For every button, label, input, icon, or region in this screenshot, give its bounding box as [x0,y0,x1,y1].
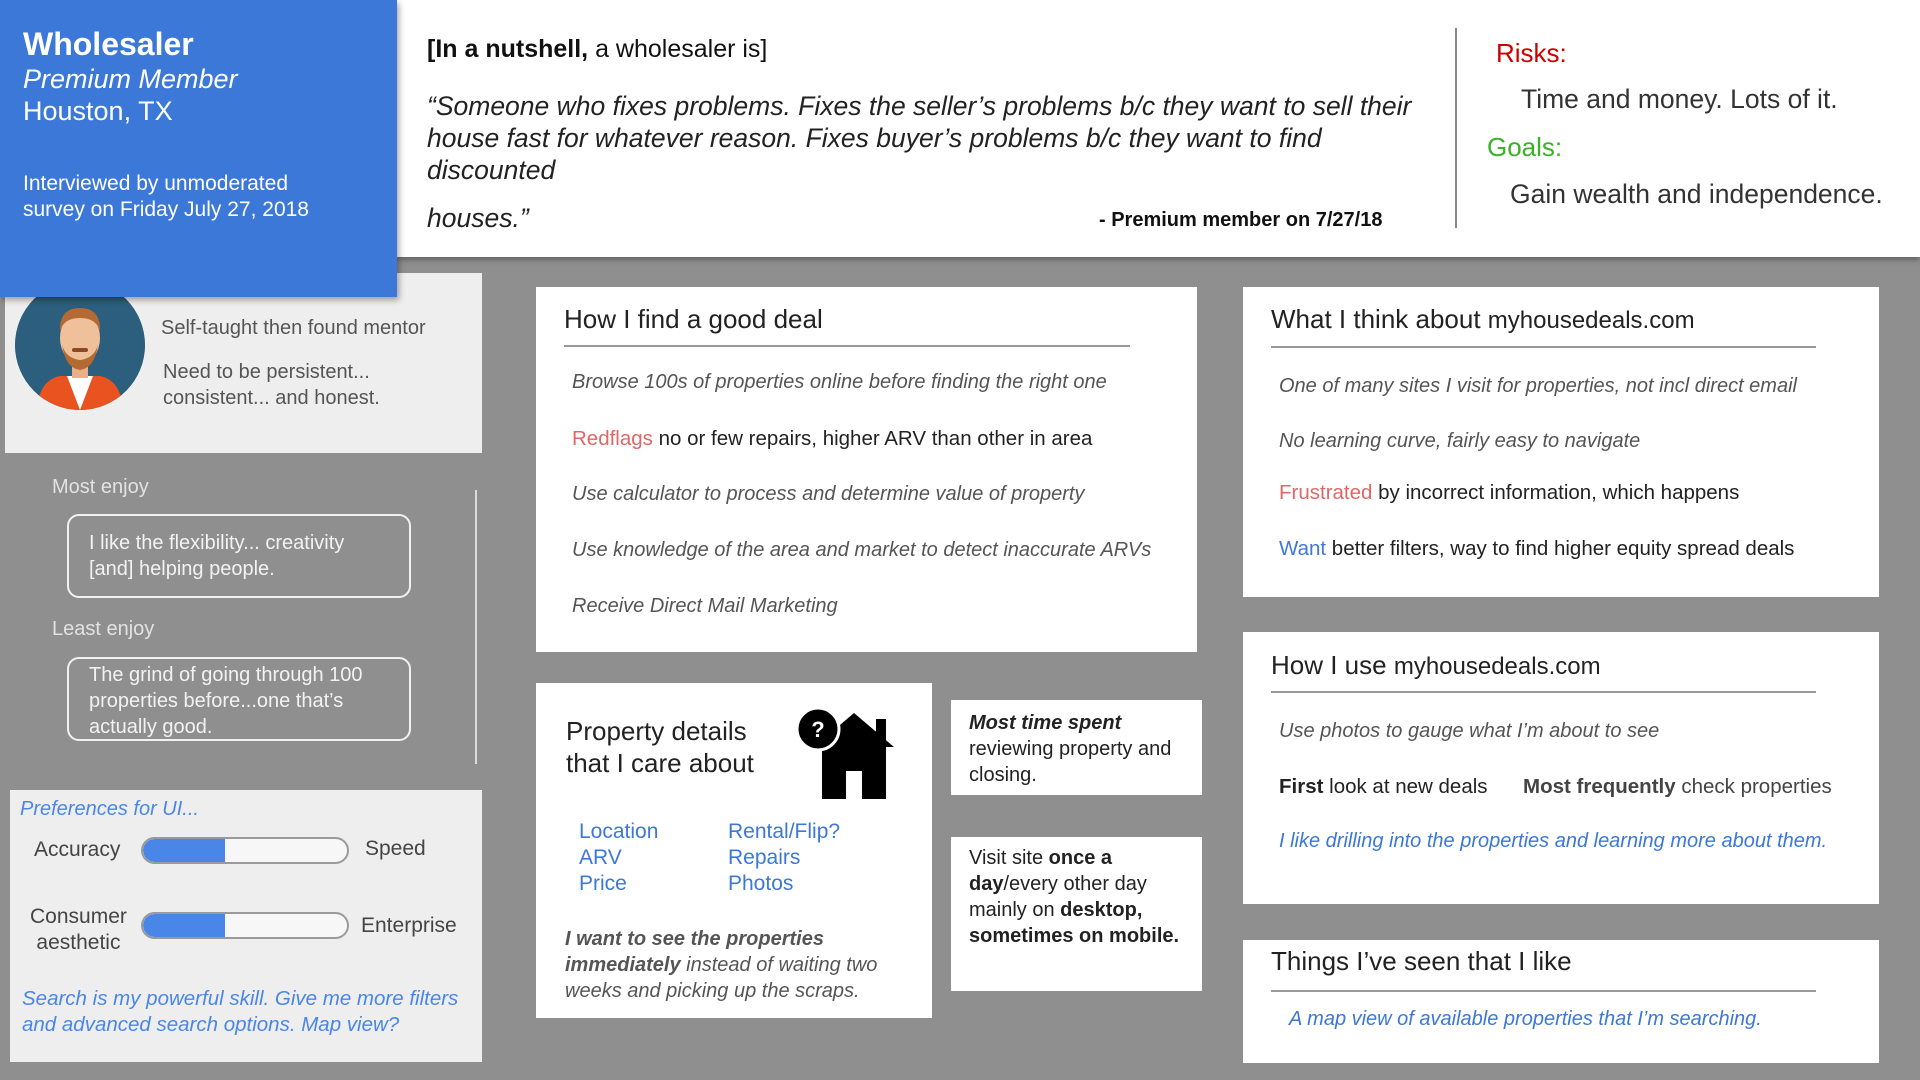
risks-label: Risks: [1496,38,1567,68]
goals-value: Gain wealth and independence. [1510,179,1883,209]
least-enjoy-label: Least enjoy [52,618,155,640]
detail-location: Location [579,820,659,843]
slider-2-left-line-2: aesthetic [36,931,121,954]
persona-header [0,0,397,297]
property-details-card [536,683,932,1018]
detail-price: Price [579,872,627,895]
visit-b1: once a day [969,847,1113,895]
preferences-panel [10,790,482,1062]
redflags-text: no or few repairs, higher ARV than other in area [652,427,1093,450]
find-deal-card [536,287,1197,652]
think-item-1: One of many sites I visit for properties, not incl direct email [1279,375,1797,397]
time-spent-bold: Most time spent [969,712,1122,734]
preferences-heading: Preferences for UI... [20,798,199,820]
think-title [1271,304,1695,335]
use-card [1243,632,1879,904]
slider-2-left-line-1: Consumer [30,905,127,928]
quote-lead-bold: [In a nutshell, [427,35,589,63]
want-label: Want [1279,537,1327,560]
slider-2-right-label: Enterprise [361,914,457,937]
consumer-enterprise-slider[interactable] [141,912,349,939]
detail-arv: ARV [579,846,622,869]
use-item-1: Use photos to gauge what I’m about to see [1279,720,1660,742]
time-spent-text [969,710,1194,788]
redflags-label: Redflags [572,427,653,450]
details-column-1 [579,819,658,897]
want-text: better filters, way to find higher equity spread deals [1326,537,1795,560]
use-item-2 [1279,775,1488,799]
liked-item-1: A map view of available properties that I’m searching. [1289,1008,1762,1030]
think-rule [1271,346,1816,348]
visit-b2: desktop, sometimes on mobile. [969,899,1180,947]
use-item-4: I like drilling into the properties and learning more about them. [1279,830,1828,852]
find-deal-item-4: Use knowledge of the area and market to detect inaccurate ARVs [572,539,1152,561]
find-deal-item-3: Use calculator to process and determine value of property [572,483,1085,505]
quote-lead-rest: a wholesaler is] [588,35,768,63]
profile-line-2: Need to be persistent... consistent... and honest. [163,361,380,409]
avatar [15,280,145,410]
use-item-2-rest: look at new deals [1323,775,1488,798]
find-deal-item-1: Browse 100s of properties online before finding the right one [572,371,1107,393]
liked-rule [1271,990,1816,992]
most-enjoy-box [67,514,411,598]
details-note-bold: I want to see the properties immediately [565,928,824,976]
quote-line-2: house fast for whatever reason. Fixes buyer’s problems b/c they want to find discounted [427,123,1322,185]
person-avatar-icon [15,280,145,410]
find-deal-item-5: Receive Direct Mail Marketing [572,595,838,617]
quote-divider [1455,28,1457,228]
think-item-3 [1279,481,1739,505]
liked-card [1243,940,1879,1063]
quote-card [397,0,1920,257]
detail-repairs: Repairs [728,846,801,869]
quote-attribution: - Premium member on 7/27/18 [1099,209,1383,231]
persona-membership: Premium Member [23,64,238,94]
consumer-enterprise-slider-fill [143,914,225,937]
enjoy-divider [475,490,477,764]
persona-location: Houston, TX [23,96,173,126]
profile-panel [5,273,482,453]
find-deal-rule [564,345,1130,347]
interview-line-2: survey on Friday July 27, 2018 [23,198,309,221]
use-item-3-rest: check properties [1675,775,1832,798]
details-note [565,926,915,1004]
visit-p2: /every other day mainly on [969,873,1147,921]
property-details-title [566,715,754,779]
preferences-note: Search is my powerful skill. Give me more filters and advanced search options. Map view? [22,987,459,1036]
use-item-3-bold: Most frequently [1523,775,1676,798]
details-note-rest: instead of waiting two weeks and picking up the scraps. [565,954,878,1002]
slider-1-left-label: Accuracy [34,838,121,861]
think-card [1243,287,1879,597]
use-title-site: myhousedeals.com [1393,653,1601,680]
house-question-mark: ? [811,717,825,742]
time-spent-rest: reviewing property and closing. [969,738,1172,786]
least-enjoy-text: The grind of going through 100 properties before...one that’s actually good. [89,664,363,738]
use-rule [1271,691,1816,693]
detail-rental-flip: Rental/Flip? [728,820,841,843]
property-details-title-2: that I care about [566,748,754,778]
visit-text [969,845,1194,949]
most-enjoy-text: I like the flexibility... creativity [and] helping people. [89,532,345,580]
think-item-2: No learning curve, fairly easy to navigate [1279,430,1641,452]
profile-line-1: Self-taught then found mentor [161,317,426,339]
use-title-pre: How I use [1271,650,1394,680]
interview-line-1: Interviewed by unmoderated [23,172,288,195]
house-question-icon [794,707,906,805]
time-spent-card [951,700,1202,795]
quote-line-3: houses.” [427,203,529,233]
use-item-3 [1523,775,1832,799]
use-title [1271,650,1601,681]
find-deal-item-2 [572,427,1092,451]
find-deal-title: How I find a good deal [564,304,823,334]
most-enjoy-label: Most enjoy [52,476,149,498]
accuracy-speed-slider-fill [143,839,225,862]
quote-lead [427,35,767,64]
accuracy-speed-slider[interactable] [141,837,349,864]
persona-role: Wholesaler [23,26,194,62]
think-title-pre: What I think about [1271,304,1488,334]
visit-card [951,837,1202,991]
detail-photos: Photos [728,872,794,895]
liked-title: Things I’ve seen that I like [1271,946,1572,976]
goals-label: Goals: [1487,132,1563,162]
least-enjoy-box [67,657,411,741]
quote-line-1: “Someone who fixes problems. Fixes the seller’s problems b/c they want to sell their [427,91,1412,121]
frustrated-text: by incorrect information, which happens [1372,481,1740,504]
frustrated-label: Frustrated [1279,481,1373,504]
slider-2-left-label [30,904,127,956]
think-title-site: myhousedeals.com [1487,307,1695,334]
details-column-2 [728,819,840,897]
slider-1-right-label: Speed [365,837,426,860]
property-details-title-1: Property details [566,716,747,746]
visit-p1: Visit site [969,847,1049,869]
risks-value: Time and money. Lots of it. [1521,84,1838,114]
use-item-2-bold: First [1279,775,1324,798]
think-item-4 [1279,537,1794,561]
interview-info [23,171,383,223]
